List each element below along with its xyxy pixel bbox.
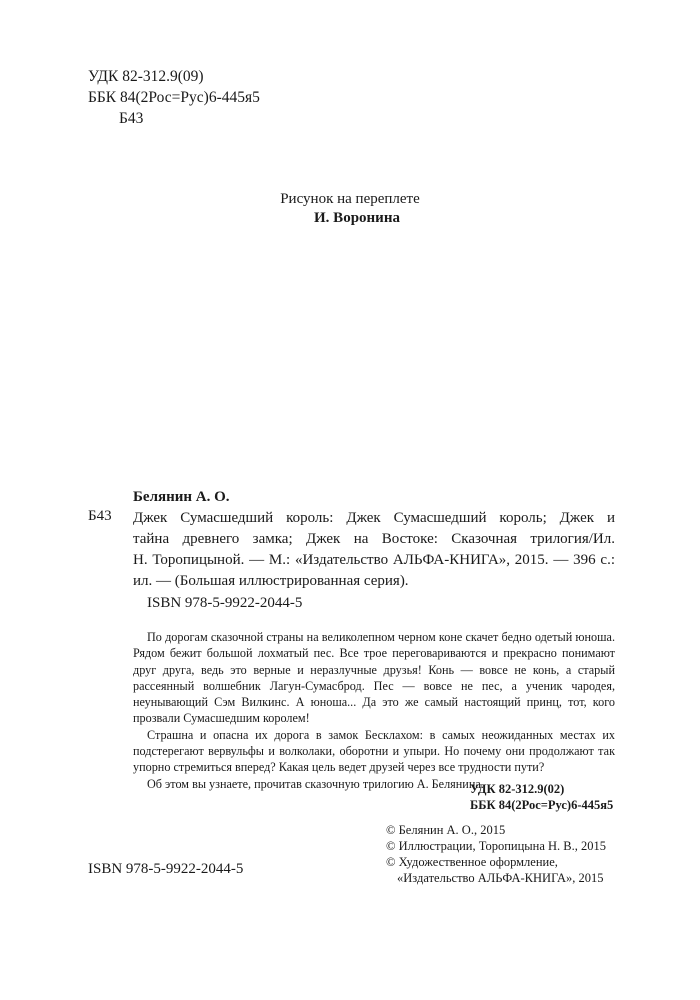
- catalog-author: Белянин А. О.: [133, 489, 230, 505]
- catalog-line: ил. — (Большая иллюстрированная серия).: [133, 573, 409, 589]
- bottom-classification-codes: [470, 781, 613, 813]
- catalog-line: тайна древнего замка; Джек на Востоке: Сказочная трилогия/Ил.: [133, 531, 615, 547]
- bottom-udk-code: УДК 82-312.9(02): [470, 782, 565, 796]
- catalog-line: Джек Сумасшедший король: Джек Сумасшедший король; Джек и: [133, 510, 615, 526]
- top-classification-codes: [88, 66, 260, 129]
- annotation-paragraph: Об этом вы узнаете, прочитав сказочную трилогию А. Белянина.: [147, 776, 484, 791]
- udk-code: УДК 82-312.9(09): [88, 68, 204, 85]
- bottom-bbk-code: ББК 84(2Рос=Рус)6-445я5: [470, 798, 614, 812]
- copyright-illustrations: © Иллюстрации, Торопицына Н. В., 2015: [386, 839, 607, 853]
- catalog-isbn: ISBN 978-5-9922-2044-5: [147, 595, 303, 611]
- copyright-design: © Художественное оформление,: [386, 855, 558, 869]
- cover-credit-label: Рисунок на переплете: [280, 191, 420, 207]
- annotation-paragraph: По дорогам сказочной страны на великолепном черном коне скачет бедно одетый юноша. Рядом бежит большой лохматый пес. Все трое переговариваются и прекрасно понимают друг друга, ведь это верные и неразлучные друзья! Конь — вовсе не конь, а старый рассеянный волшебник Лагун-Сумасброд. Пес — вовсе не пес, а ученик чародея, неунывающий Сэм Вилкинс. А юноша... Да это же самый настоящий принц, тот, кого прозвали Сумасшедшим королем!: [133, 630, 615, 726]
- cover-artist-name: И. Воронина: [314, 210, 400, 226]
- copyright-publisher: «Издательство АЛЬФА-КНИГА», 2015: [397, 871, 604, 885]
- cover-credit: [0, 190, 700, 228]
- bbk-code: ББК 84(2Рос=Рус)6-445я5: [88, 89, 260, 106]
- annotation-paragraph: Страшна и опасна их дорога в замок Бесклахом: в самых неожиданных местах их подстерегают вервульфы и волколаки, оборотни и упыри. Но почему они продолжают так упорно стремиться вперед? Какая цель ведет друзей через все трудности пути?: [133, 727, 615, 775]
- author-mark: Б43: [119, 110, 144, 127]
- catalog-author-mark: Б43: [88, 508, 112, 524]
- bottom-isbn: ISBN 978-5-9922-2044-5: [88, 861, 244, 877]
- catalog-description: [133, 508, 615, 592]
- catalog-line: Н. Торопицыной. — М.: «Издательство АЛЬФА-КНИГА», 2015. — 396 с.:: [133, 552, 615, 568]
- copyright-author: © Белянин А. О., 2015: [386, 823, 506, 837]
- copyright-block: [386, 822, 606, 886]
- annotation: [133, 629, 615, 792]
